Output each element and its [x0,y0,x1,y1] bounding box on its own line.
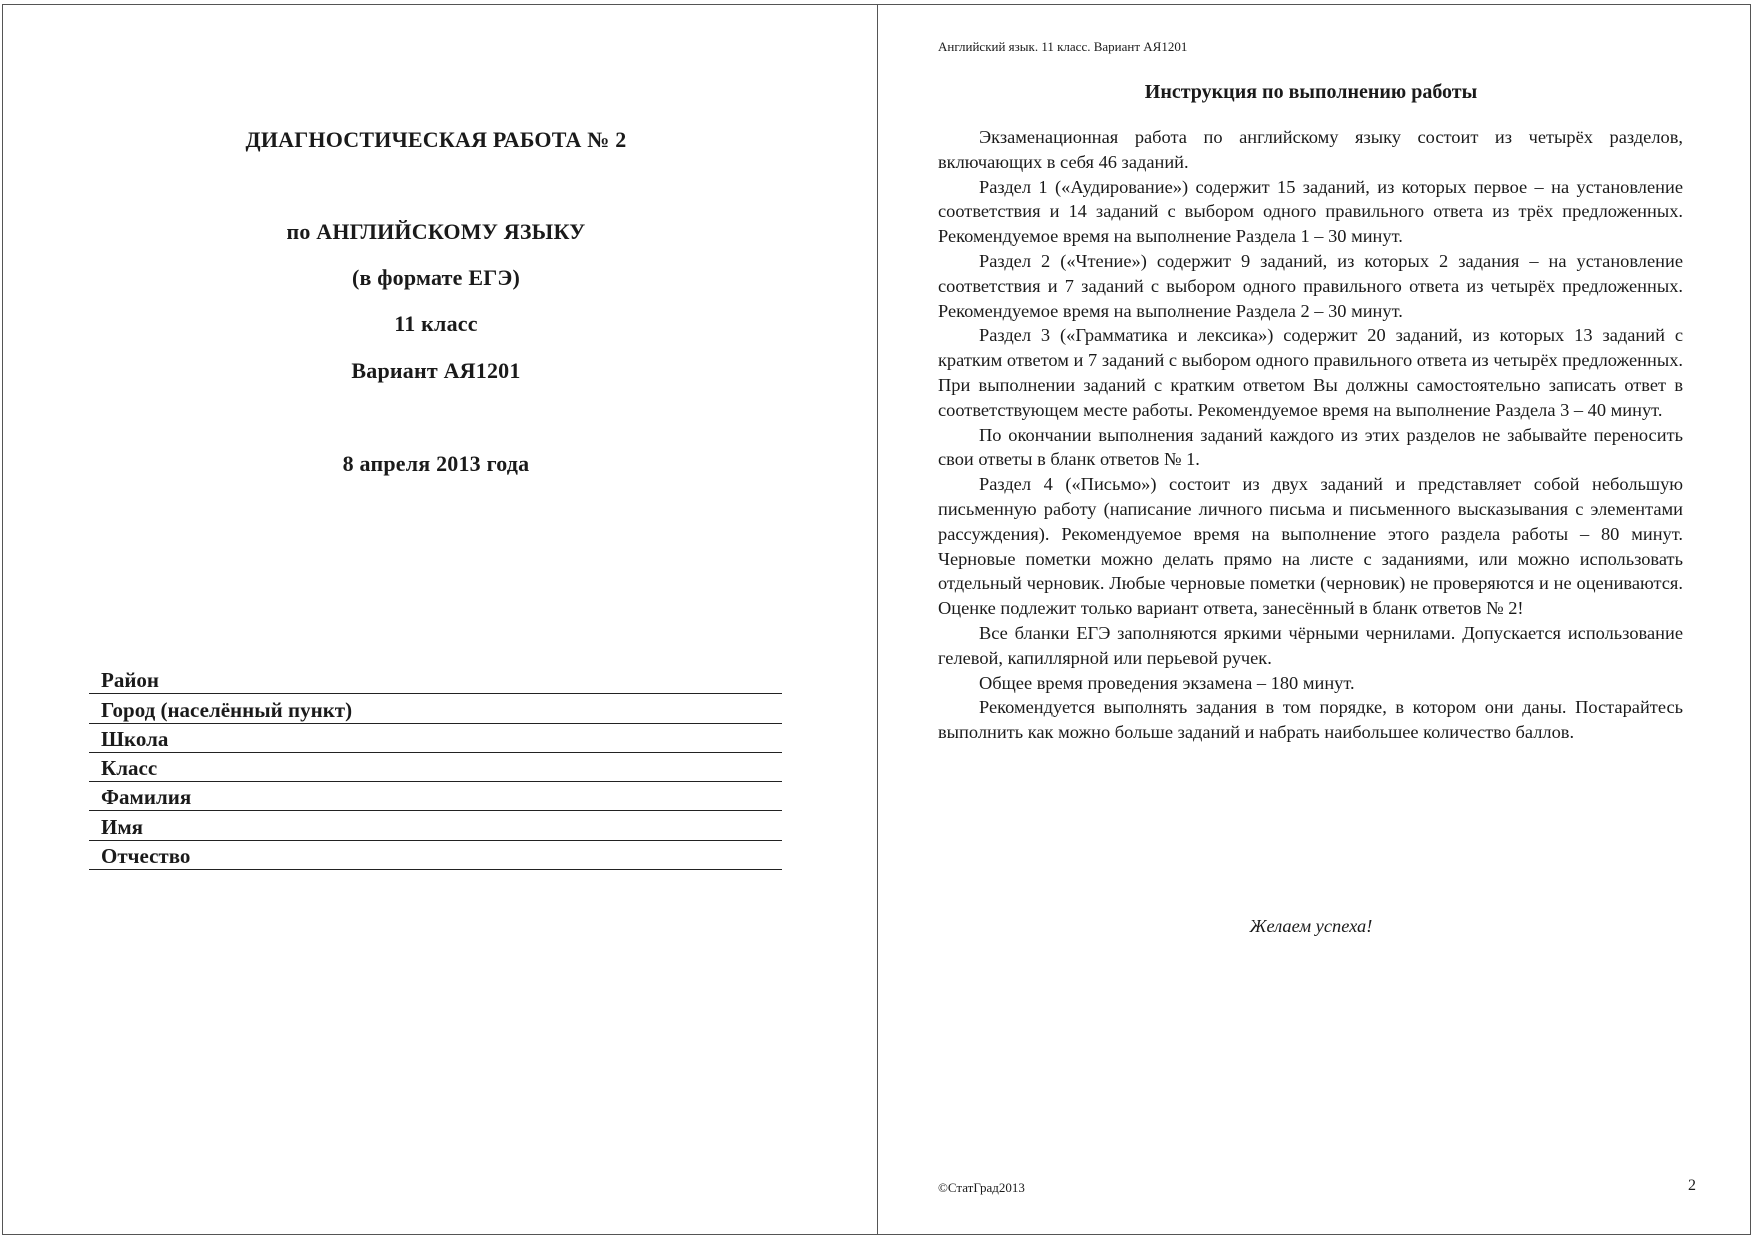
paragraph: Раздел 1 («Аудирование») содержит 15 заданий, из которых первое – на установление соответствия и 14 заданий с выбором одного правильного ответа из трёх предложенных. Рекомендуемое время на выполнение Раздела 1 – 30 минут. [938,176,1683,247]
instructions-body [938,125,1683,745]
grade-line: 11 класс [394,311,478,336]
form-field-class[interactable] [89,753,782,782]
format-line: (в формате ЕГЭ) [351,265,521,290]
form-field-district[interactable] [89,665,782,694]
instructions-page [877,4,1751,1235]
paragraph: Раздел 2 («Чтение») содержит 9 заданий, из которых 2 задания – на установление соответствия и 7 заданий с выбором одного правильного ответа из четырёх предложенных. Рекомендуемое время на выполнение Раздела 2 – 30 минут. [938,250,1683,321]
form-field-label: Город (населённый пункт) [101,697,353,722]
paragraph: Экзаменационная работа по английскому языку состоит из четырёх разделов, включающих в себя 46 заданий. [938,127,1683,172]
form-field-label: Район [101,668,160,693]
form-field-name[interactable] [89,811,782,840]
paragraph: Рекомендуется выполнять задания в том порядке, в котором они даны. Постарайтесь выполнить как можно больше заданий и набрать наибольшее количество баллов. [938,697,1683,743]
form-field-label: Школа [101,726,169,751]
footer-copyright: ©СтатГрад2013 [938,1180,1025,1195]
paragraph: Раздел 3 («Грамматика и лексика») содержит 20 заданий, из которых 13 заданий с кратким ответом и 7 заданий с выбором одного правильного ответа из четырёх предложенных. При выполнении заданий с кратким ответом Вы должны самостоятельно записать ответ в соответствующем месте работы. Рекомендуемое время на выполнение Раздела 3 – 40 минут. [938,325,1683,420]
date-line: 8 апреля 2013 года [342,451,530,476]
form-field-city[interactable] [89,694,782,723]
running-header: Английский язык. 11 класс. Вариант АЯ1201 [938,39,1188,54]
paragraph: Общее время проведения экзамена – 180 минут. [979,672,1355,693]
instructions-title: Инструкция по выполнению работы [1144,81,1478,103]
paragraph: Раздел 4 («Письмо») состоит из двух заданий и представляет собой небольшую письменную работу (написание личного письма и письменного высказывания с элементами рассуждения). Рекомендуемое время на выполнение этого раздела работы – 80 минут. Черновые пометки можно делать прямо на листе с заданиями, или можно использовать отдельный черновик. Любые черновые пометки (черновик) не проверяются и не оцениваются. Оценке подлежит только вариант ответа, занесённый в бланк ответов № 2! [938,474,1683,619]
form-field-label: Фамилия [101,785,192,810]
form-field-label: Отчество [101,844,191,869]
variant-line: Вариант АЯ1201 [351,358,521,383]
form-field-school[interactable] [89,724,782,753]
form-field-label: Класс [101,756,158,781]
document-title: ДИАГНОСТИЧЕСКАЯ РАБОТА № 2 [245,127,627,152]
form-field-label: Имя [101,814,143,839]
page-number: 2 [1688,1177,1696,1194]
cover-page [2,4,878,1235]
paragraph: Все бланки ЕГЭ заполняются яркими чёрными чернилами. Допускается использование гелевой, капиллярной или перьевой ручек. [938,622,1683,668]
closing-wish: Желаем успеха! [1249,916,1373,936]
paragraph: По окончании выполнения заданий каждого из этих разделов не забывайте переносить свои ответы в бланк ответов № 1. [938,424,1683,470]
subject-line: по АНГЛИЙСКОМУ ЯЗЫКУ [286,219,586,244]
form-field-surname[interactable] [89,782,782,811]
student-info-form [89,665,782,870]
form-field-patronymic[interactable] [89,841,782,870]
